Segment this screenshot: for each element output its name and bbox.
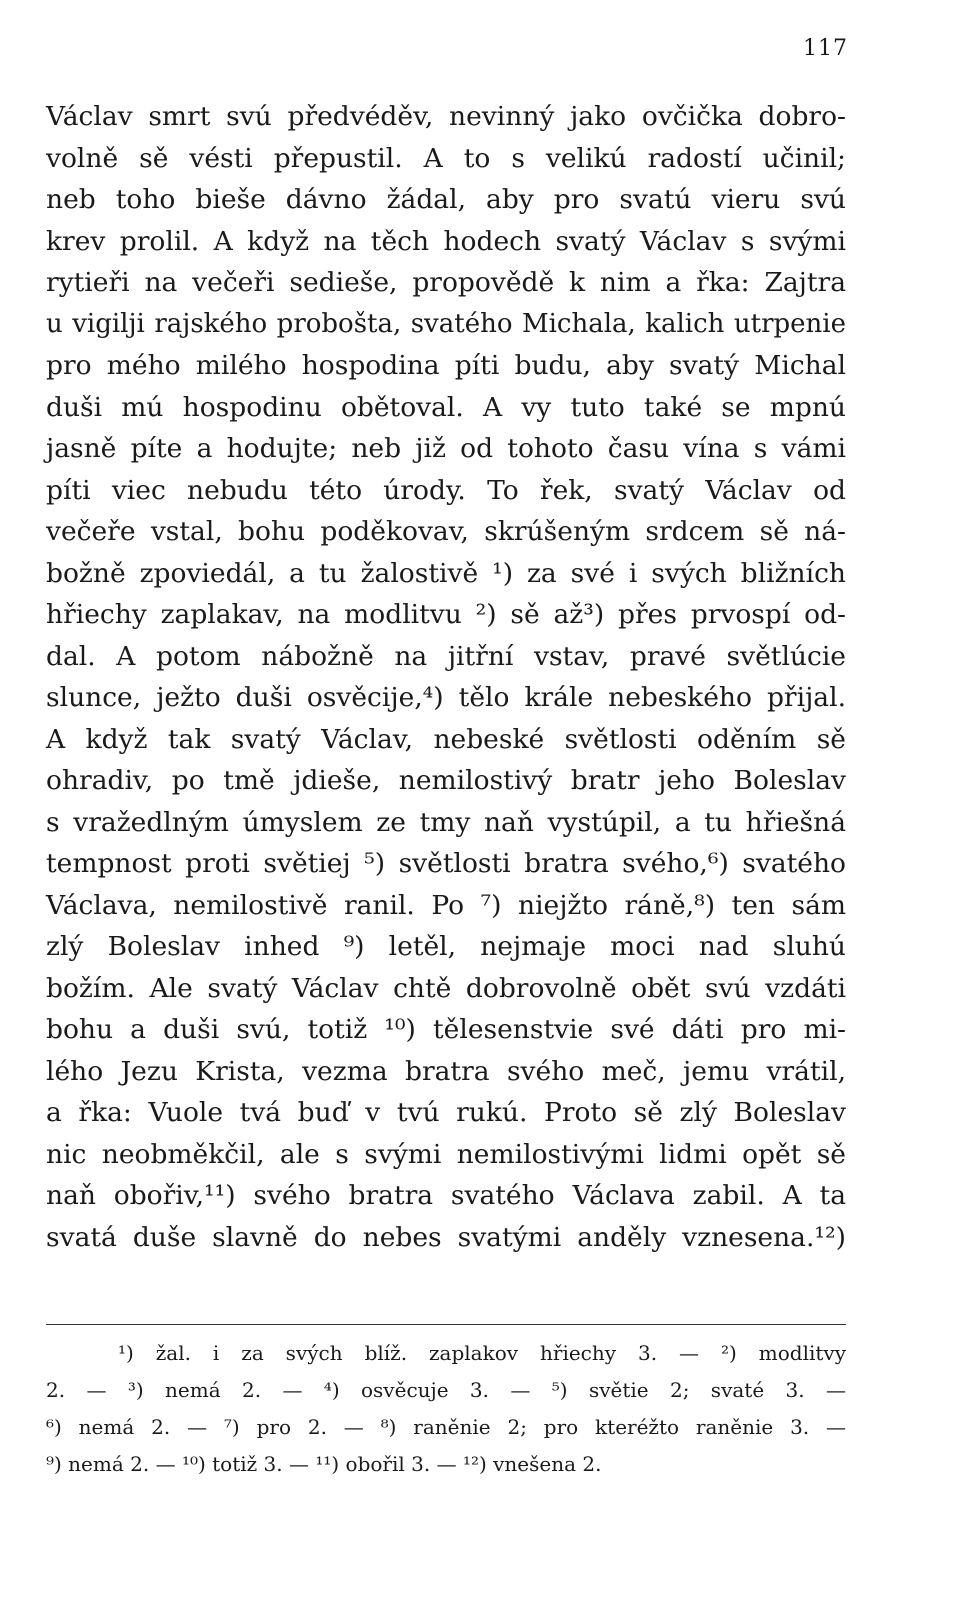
body-text [46, 96, 846, 1258]
text-line: volně sě vésti přepustil. A to s velikú radostí učinil; [46, 142, 846, 174]
text-line: božně zpoviedál, a tu žalostivě ¹) za své i svých bližních [46, 557, 846, 589]
text-line: naň obořiv,¹¹) svého bratra svatého Václava zabil. A ta [46, 1180, 846, 1211]
text-line: tempnost proti světiej ⁵) světlosti bratra svého,⁶) svatého [46, 848, 846, 879]
text-line: slunce, ježto duši osvěcije,⁴) tělo krále nebeského přijal. [46, 682, 846, 713]
text-line: bohu a duši svú, totiž ¹⁰) tělesenstvie své dáti pro mi- [46, 1014, 846, 1045]
text-line: lého Jezu Krista, vezma bratra svého meč, jemu vrátil, [46, 1055, 846, 1087]
text-line: A když tak svatý Václav, nebeské světlosti oděním sě [46, 723, 846, 755]
footnote-divider [46, 1324, 846, 1325]
text-line: svatá duše slavně do nebes svatými anděly vznesena.¹²) [46, 1221, 846, 1253]
text-line: píti viec nebudu této úrody. To řek, svatý Václav od [46, 474, 846, 506]
footnotes [46, 1335, 846, 1483]
footnote-line: 2. — ³) nemá 2. — ⁴) osvěcuje 3. — ⁵) světie 2; svaté 3. — [46, 1378, 846, 1402]
footnote-line: ⁶) nemá 2. — ⁷) pro 2. — ⁸) raněnie 2; pro kteréžto raněnie 3. — [46, 1415, 846, 1439]
text-line: Václav smrt svú předvéděv, nevinný jako ovčička dobro- [46, 101, 846, 132]
text-line: božím. Ale svatý Václav chtě dobrovolně obět svú vzdáti [46, 972, 846, 1004]
text-line: dal. A potom nábožně na jitřní vstav, pravé světlúcie [46, 640, 846, 672]
footnote-line: ¹) žal. i za svých blíž. zaplakov hřiechy 3. — ²) modlitvy [118, 1341, 846, 1365]
text-line: hřiechy zaplakav, na modlitvu ²) sě až³) přes prvospí od- [46, 599, 846, 630]
text-line: nic neobměkčil, ale s svými nemilostivými lidmi opět sě [46, 1138, 846, 1170]
text-line: ohradiv, po tmě jdieše, nemilostivý bratr jeho Boleslav [46, 765, 846, 796]
text-line: rytieři na večeři sedieše, propovědě k nim a řka: Zajtra [46, 267, 846, 298]
page-number: 117 [803, 36, 848, 61]
text-line: neb toho bieše dávno žádal, aby pro svatú vieru svú [46, 184, 846, 215]
footnote-line: ⁹) nemá 2. — ¹⁰) totiž 3. — ¹¹) obořil 3. — ¹²) vnešena 2. [46, 1452, 602, 1476]
text-line: a řka: Vuole tvá buď v tvú rukú. Proto sě zlý Boleslav [46, 1097, 846, 1128]
text-line: pro mého milého hospodina píti budu, aby svatý Michal [46, 350, 846, 381]
text-line: duši mú hospodinu obětoval. A vy tuto také se mpnú [46, 391, 846, 423]
text-line: krev prolil. A když na těch hodech svatý Václav s svými [46, 225, 846, 257]
text-line: zlý Boleslav inhed ⁹) letěl, nejmaje moci nad sluhú [46, 931, 846, 962]
text-line: večeře vstal, bohu poděkovav, skrúšeným srdcem sě ná- [46, 516, 846, 547]
text-line: jasně píte a hodujte; neb již od tohoto času vína s vámi [46, 433, 846, 464]
text-line: u vigilji rajského probošta, svatého Michala, kalich utrpenie [46, 308, 846, 339]
text-line: Václava, nemilostivě ranil. Po ⁷) niejžto ráně,⁸) ten sám [46, 889, 846, 921]
text-line: s vražedlným úmyslem ze tmy naň vystúpil, a tu hřiešná [46, 806, 846, 838]
